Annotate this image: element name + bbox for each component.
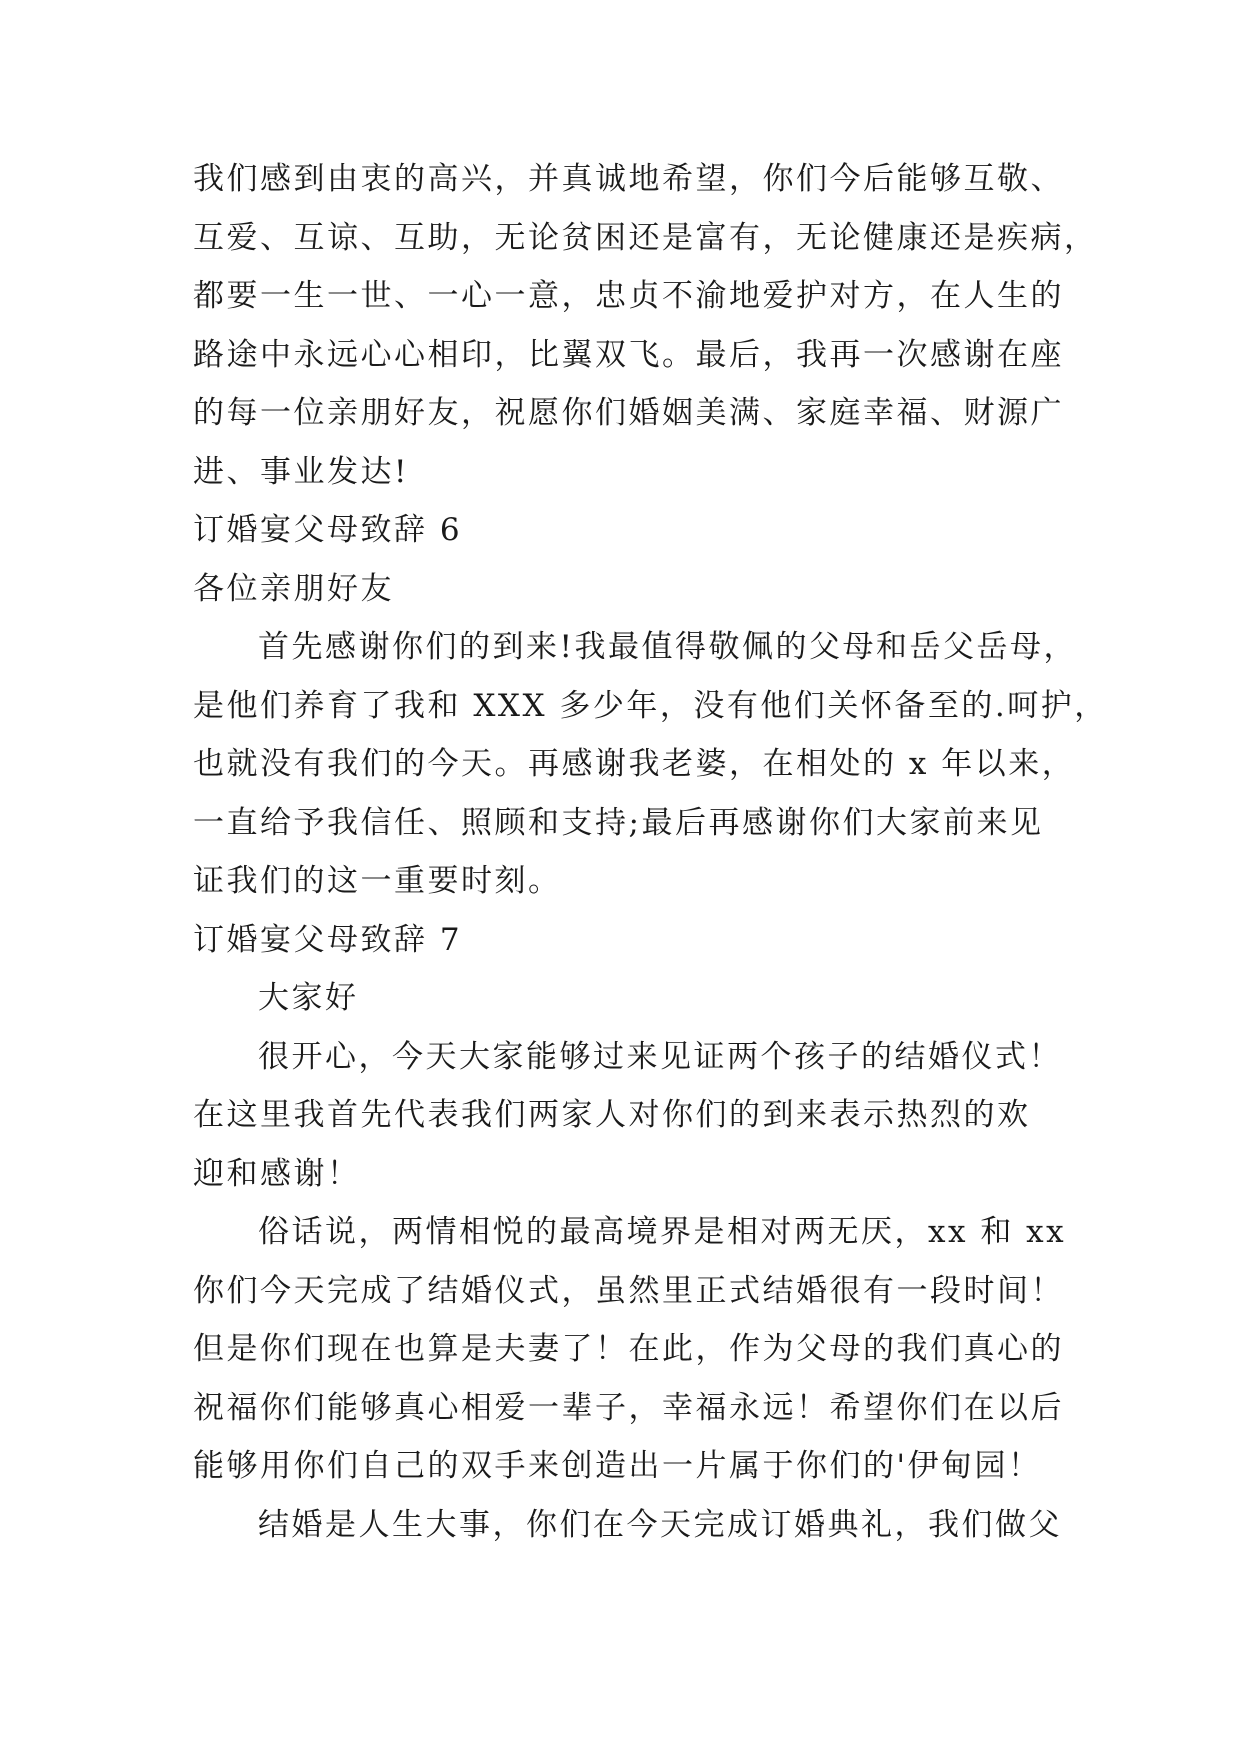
document-body [193,150,1108,1554]
text-line: 是他们养育了我和 XXX 多少年，没有他们关怀备至的.呵护， [193,687,1108,724]
text-line: 在这里我首先代表我们两家人对你们的到来表示热烈的欢 [193,1097,1031,1133]
text-line: 都要一生一世、一心一意，忠贞不渝地爱护对方，在人生的 [193,278,1064,314]
text-line: 但是你们现在也算是夫妻了！在此，作为父母的我们真心的 [193,1331,1064,1367]
section-heading: 订婚宴父母致辞 7 [193,921,463,958]
text-line: 我们感到由衷的高兴，并真诚地希望，你们今后能够互敬、 [193,161,1064,197]
paragraph-first-line: 很开心，今天大家能够过来见证两个孩子的结婚仪式！ [258,1038,1062,1075]
text-line: 进、事业发达! [193,453,409,490]
text-line: 迎和感谢！ [193,1155,361,1192]
paragraph-first-line: 首先感谢你们的到来!我最值得敬佩的父母和岳父岳母， [258,629,1077,665]
text-line: 一直给予我信任、照顾和支持;最后再感谢你们大家前来见 [193,804,1044,841]
text-line: 祝福你们能够真心相爱一辈子，幸福永远！希望你们在以后 [193,1389,1064,1426]
text-line: 能够用你们自己的双手来创造出一片属于你们的'伊甸园！ [193,1448,1042,1484]
text-line: 的每一位亲朋好友，祝愿你们婚姻美满、家庭幸福、财源广 [193,395,1064,431]
text-line: 路途中永远心心相印，比翼双飞。最后，我再一次感谢在座 [193,336,1064,373]
paragraph-first-line: 俗话说，两情相悦的最高境界是相对两无厌，xx 和 xx [258,1214,1067,1250]
section-heading: 订婚宴父母致辞 6 [193,512,463,548]
salutation: 大家好 [258,980,359,1016]
salutation: 各位亲朋好友 [193,570,394,607]
text-line: 证我们的这一重要时刻。 [193,863,562,899]
paragraph-first-line: 结婚是人生大事，你们在今天完成订婚典礼，我们做父 [258,1506,1062,1543]
text-line: 互爱、互谅、互助，无论贫困还是富有，无论健康还是疾病， [193,219,1098,256]
text-line: 也就没有我们的今天。再感谢我老婆，在相处的 x 年以来， [193,746,1076,782]
text-line: 你们今天完成了结婚仪式，虽然里正式结婚很有一段时间！ [193,1272,1064,1309]
